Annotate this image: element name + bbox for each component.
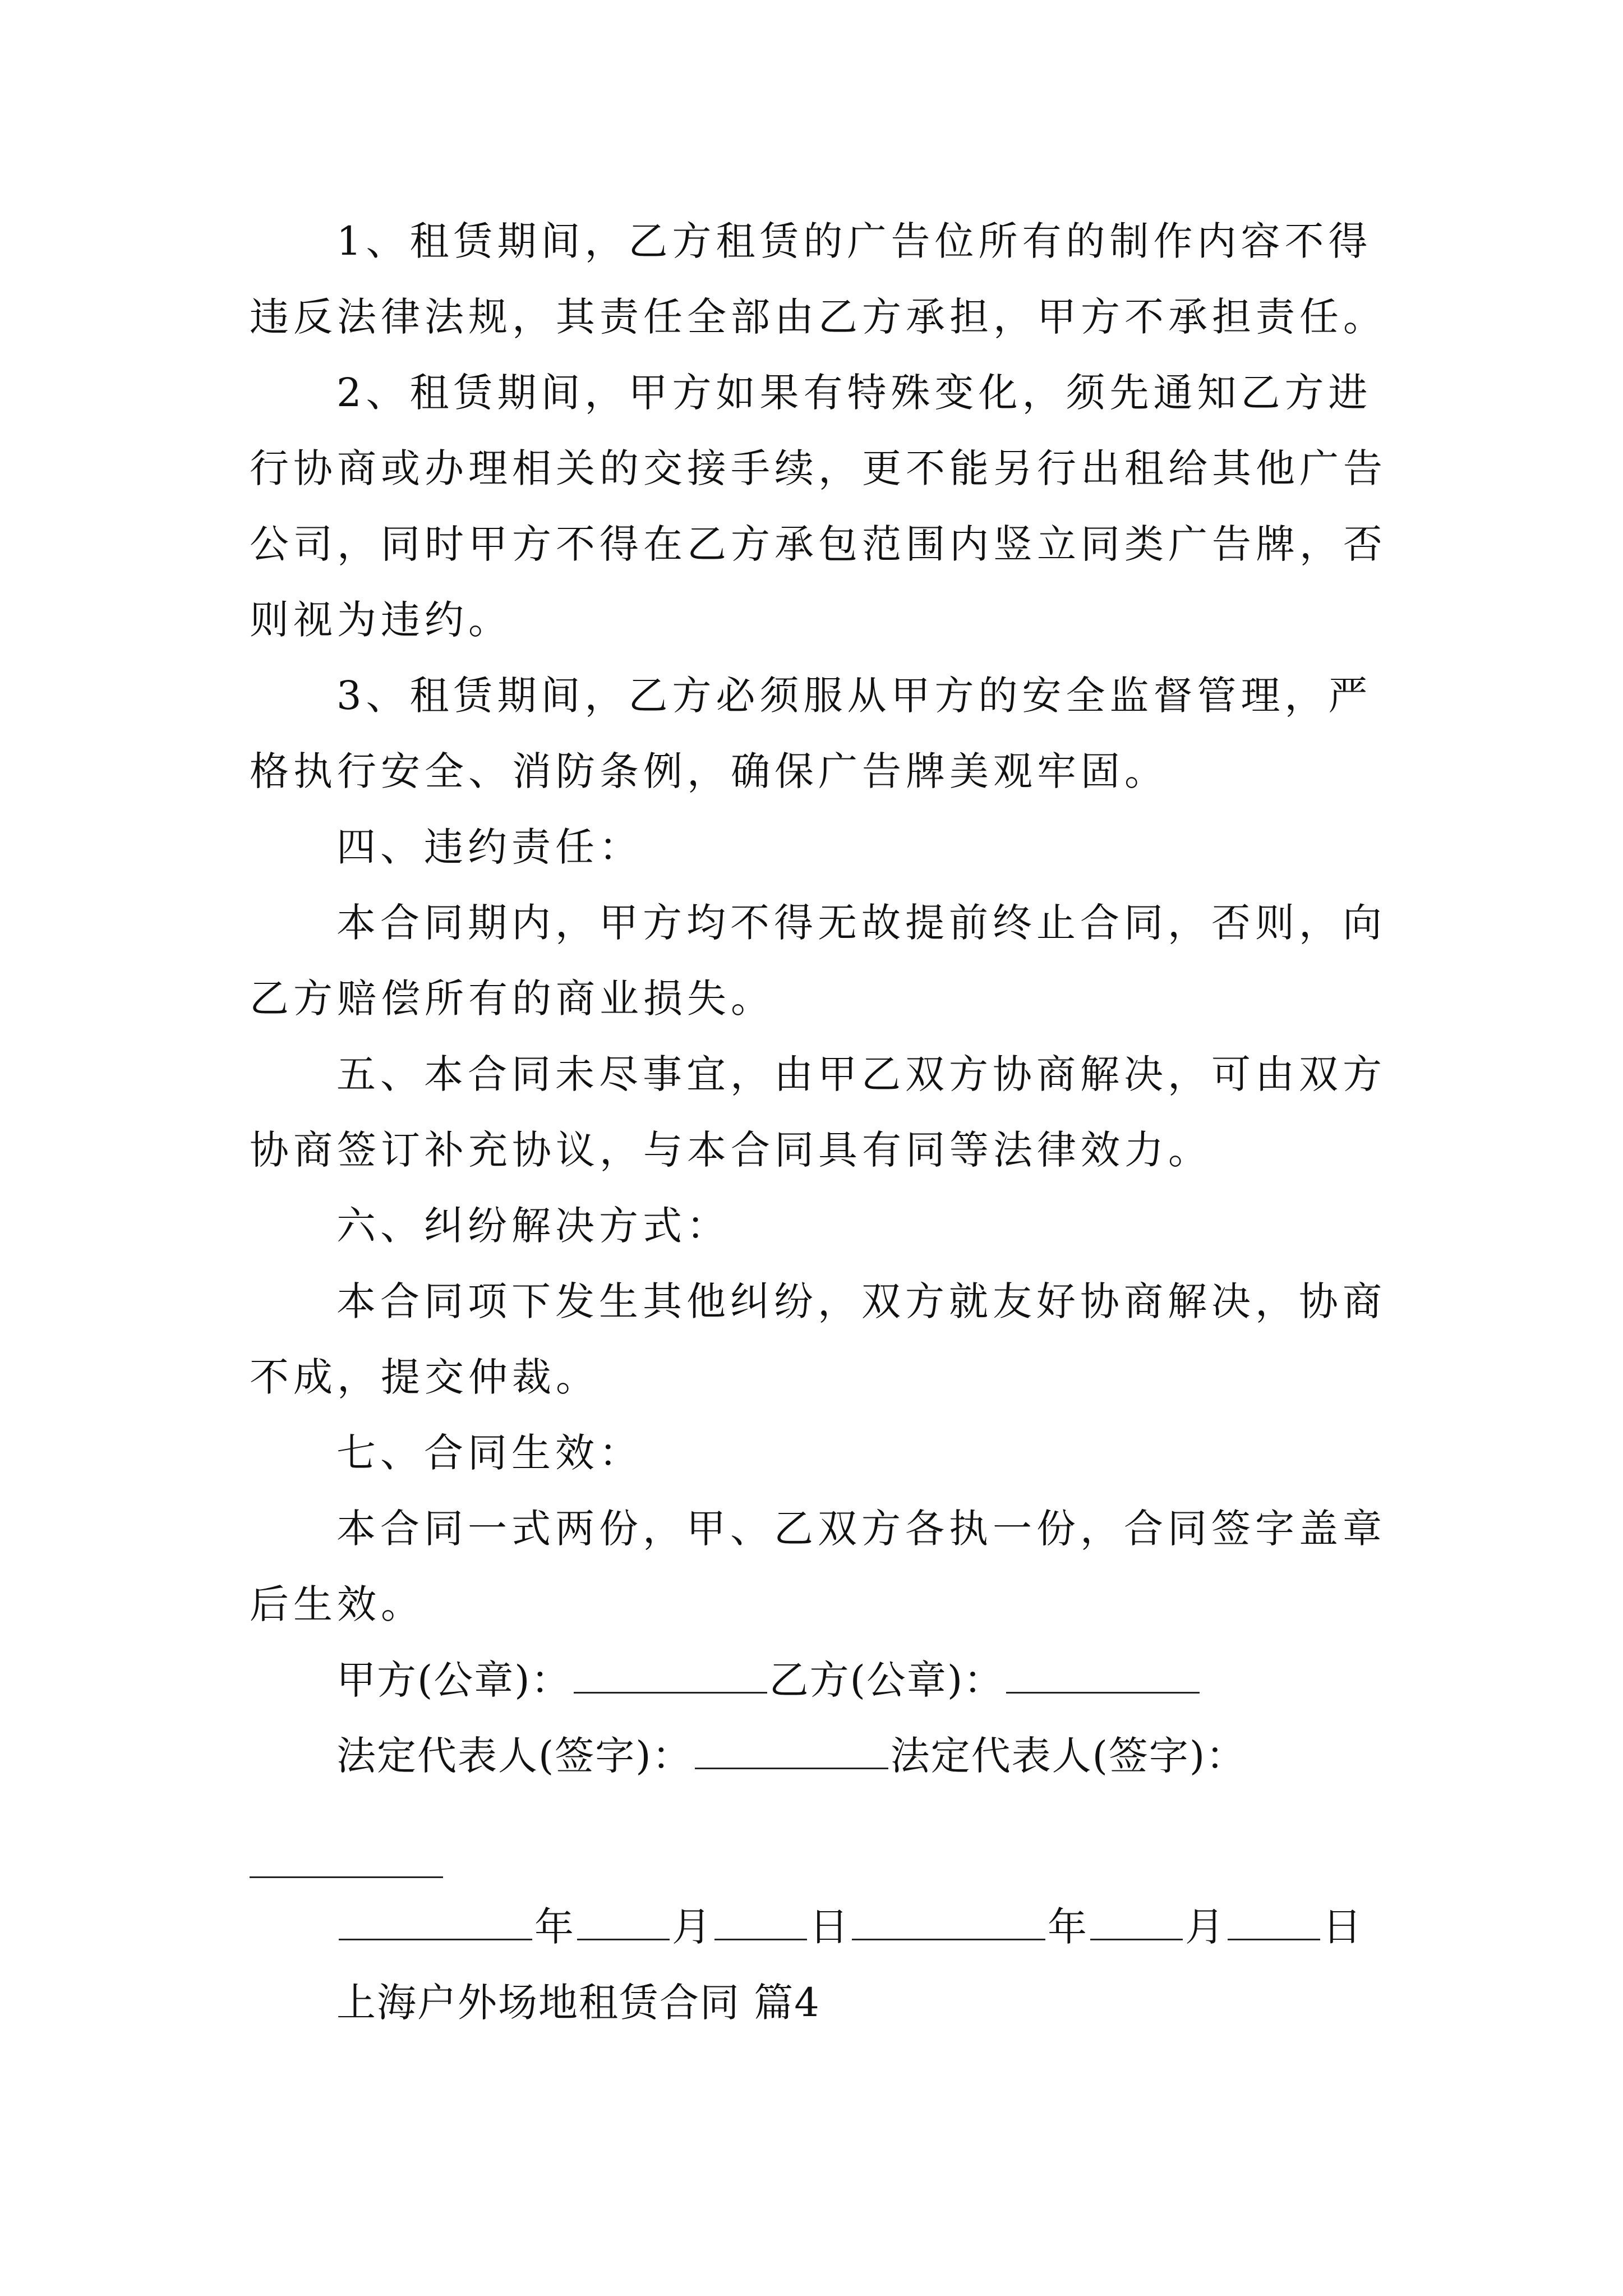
paragraph-line: 本合同期内，甲方均不得无故提前终止合同，否则，向 (336, 900, 1386, 946)
section-heading: 七、合同生效： (336, 1430, 643, 1476)
paragraph-line: 协商签订补充协议，与本合同具有同等法律效力。 (250, 1127, 1212, 1173)
paragraph-line: 格执行安全、消防条例，确保广告牌美观牢固。 (250, 748, 1168, 794)
day-label: 日 (809, 1904, 850, 1950)
paragraph-line: 五、本合同未尽事宜，由甲乙双方协商解决，可由双方 (336, 1051, 1386, 1097)
paragraph-line: 行协商或办理相关的交接手续，更不能另行出租给其他广告 (250, 445, 1387, 491)
party-a-seal-blank (574, 1658, 767, 1694)
month-label: 月 (1185, 1904, 1225, 1950)
party-a-year-blank (339, 1905, 532, 1940)
party-b-rep-blank (250, 1876, 443, 1878)
paragraph-line: 则视为违约。 (250, 597, 512, 643)
paragraph-line: 后生效。 (250, 1581, 425, 1627)
party-a-rep-label: 法定代表人(签字)： (336, 1733, 693, 1779)
representative-line (0, 1725, 1623, 1787)
month-label: 月 (672, 1904, 712, 1950)
party-b-day-blank (1228, 1905, 1320, 1940)
paragraph-line: 违反法律法规，其责任全部由乙方承担，甲方不承担责任。 (250, 294, 1387, 340)
paragraph-line: 1、租赁期间，乙方租赁的广告位所有的制作内容不得 (336, 218, 1372, 264)
party-b-rep-label: 法定代表人(签字)： (890, 1733, 1247, 1779)
paragraph-line: 乙方赔偿所有的商业损失。 (250, 976, 774, 1022)
seal-line (0, 1649, 1623, 1711)
paragraph-line: 本合同一式两份，甲、乙双方各执一份，合同签字盖章 (336, 1506, 1386, 1552)
party-b-year-blank (852, 1905, 1045, 1940)
day-label: 日 (1322, 1904, 1363, 1950)
party-b-seal-label: 乙方(公章)： (769, 1657, 1004, 1703)
year-label: 年 (534, 1904, 575, 1950)
party-a-month-blank (577, 1905, 670, 1940)
party-b-seal-blank (1006, 1658, 1200, 1694)
paragraph-line: 3、租赁期间，乙方必须服从甲方的安全监督管理，严 (336, 673, 1372, 719)
date-line (0, 1896, 1623, 1958)
next-section-title: 上海户外场地租赁合同 篇4 (336, 1980, 820, 2026)
paragraph-line: 不成，提交仲裁。 (250, 1354, 600, 1400)
paragraph-line: 公司，同时甲方不得在乙方承包范围内竖立同类广告牌，否 (250, 521, 1387, 567)
party-a-rep-blank (695, 1734, 888, 1769)
section-heading: 六、纠纷解决方式： (336, 1203, 730, 1249)
year-label: 年 (1048, 1904, 1088, 1950)
party-a-day-blank (714, 1905, 807, 1940)
paragraph-line: 本合同项下发生其他纠纷，双方就友好协商解决，协商 (336, 1278, 1386, 1324)
party-b-month-blank (1090, 1905, 1183, 1940)
party-a-seal-label: 甲方(公章)： (336, 1657, 571, 1703)
section-heading: 四、违约责任： (336, 824, 643, 870)
paragraph-line: 2、租赁期间，甲方如果有特殊变化，须先通知乙方进 (336, 370, 1372, 416)
